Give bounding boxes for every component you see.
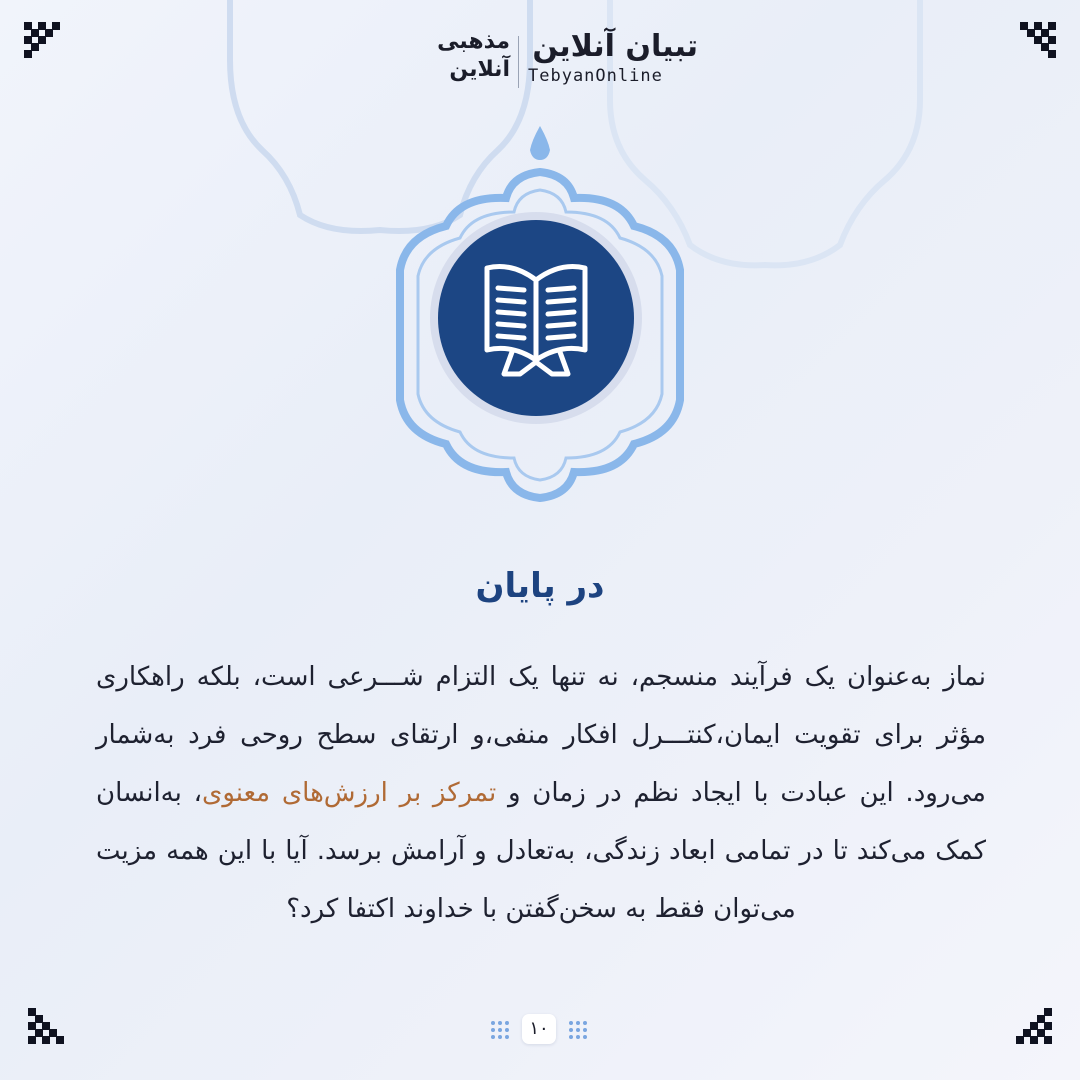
logo-sub-line-2: آنلاین [449,57,510,82]
tebyan-online-logo [528,30,698,86]
dot-grid-right-icon [568,1020,588,1040]
body-text-part-1: نماز به‌عنوان یک فرآیند منسجم، نه تنها یک التزام شـــرعی است، بلکه راهکاری مؤثر برای تقویت ایمان،کنتـــرل افکار منفی،و ارتقای سطح روحی فرد به‌شمار می‌رود. این عبادت با ایجاد نظم در زمان و [96,662,986,808]
section-title: در پایان [475,566,605,606]
dot-grid-left-icon [490,1020,510,1040]
corner-ornament-top-left [24,22,60,58]
page-indicator [0,1014,1080,1046]
emblem-teardrop [530,126,550,160]
logo-divider [518,36,519,88]
logo-english-text: TebyanOnline [528,66,663,86]
body-paragraph [96,648,986,938]
mazhabi-online-logo [420,28,510,84]
body-text-part-2: ، به‌انسان کمک می‌کند تا در تمامی ابعاد زندگی، به‌تعادل و آرامش برسد. آیا با این همه مزیت می‌توان فقط به سخن‌گفتن با خداوند اکتفا کرد؟ [96,778,986,924]
highlighted-phrase: تمرکز بر ارزش‌های معنوی [201,778,497,808]
corner-ornament-top-right [1020,22,1056,58]
logo-sub-line-1: مذهبی [437,29,510,54]
page-number: ۱۰ [522,1014,556,1044]
logo-persian-text: تبیان آنلاین [532,29,698,64]
